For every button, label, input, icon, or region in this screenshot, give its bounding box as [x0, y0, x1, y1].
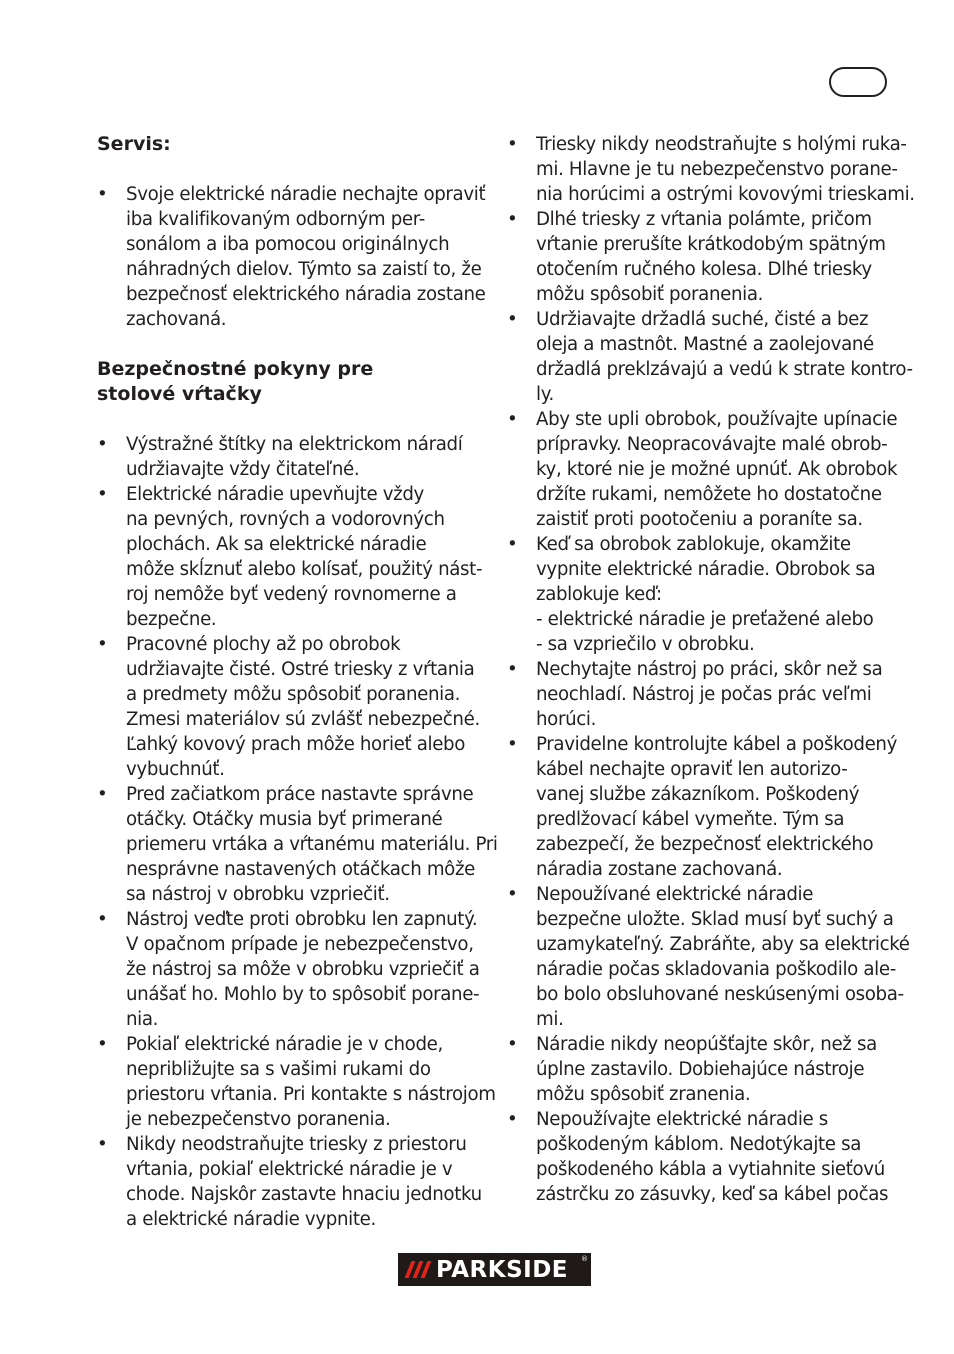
list-item-line: že nástroj sa môže v obrobku vzpriečiť a: [126, 959, 480, 980]
list-item-line: a elektrické náradie vypnite.: [126, 1209, 376, 1230]
bullet-icon: •: [97, 484, 108, 505]
servis-heading: Servis:: [97, 133, 171, 155]
bullet-icon: •: [507, 309, 518, 330]
list-item: [507, 1032, 899, 1107]
list-item-line: - sa vzpriečilo v obrobku.: [536, 634, 755, 655]
list-item-line: poškodeného kábla a vytiahnite sieťovú: [536, 1159, 885, 1180]
bullet-icon: •: [97, 634, 108, 655]
safety-heading-line: stolové vŕtačky: [97, 383, 262, 405]
list-item: [97, 907, 480, 1032]
list-item: [97, 632, 480, 782]
list-item-line: vybuchnúť.: [126, 759, 225, 780]
bullet-icon: •: [507, 209, 518, 230]
list-item-line: plochách. Ak sa elektrické náradie: [126, 534, 427, 555]
list-item-line: zachovaná.: [126, 309, 227, 330]
list-item-line: Náradie nikdy neopúšťajte skôr, než sa: [536, 1034, 877, 1055]
safety-heading: [97, 357, 477, 407]
list-item-line: Zmesi materiálov sú zvlášť nebezpečné.: [126, 709, 480, 730]
list-item-line: V opačnom prípade je nebezpečenstvo,: [126, 934, 474, 955]
right-column: [507, 132, 915, 1207]
list-item-line: otočením ručného kolesa. Dlhé triesky: [536, 259, 872, 280]
list-item-line: náhradných dielov. Týmto sa zaistí to, že: [126, 259, 482, 280]
bullet-icon: •: [507, 734, 518, 755]
servis-list: [97, 182, 486, 332]
list-item-line: prípravky. Neopracovávajte malé obrob-: [536, 434, 888, 455]
list-item-line: - elektrické náradie je preťažené alebo: [536, 609, 874, 630]
list-item: [507, 1107, 899, 1207]
list-item-line: Nechytajte nástroj po práci, skôr než sa: [536, 659, 883, 680]
bullet-icon: •: [507, 884, 518, 905]
list-item-line: Nepoužívajte elektrické náradie s: [536, 1109, 828, 1130]
list-item: [507, 307, 913, 407]
list-item-line: oleja a mastnôt. Mastné a zaolejované: [536, 334, 874, 355]
list-item-line: Pracovné plochy až po obrobok: [126, 634, 401, 655]
list-item-line: zaistiť proti pootočeniu a poraníte sa.: [536, 509, 863, 530]
bullet-icon: •: [97, 784, 108, 805]
list-item: [507, 657, 899, 732]
list-item-line: mi. Hlavne je tu nebezpečenstvo porane-: [536, 159, 898, 180]
list-item-line: Triesky nikdy neodstraňujte s holými ruka-: [536, 134, 907, 155]
list-item-line: bezpečne uložte. Sklad musí byť suchý a: [536, 909, 894, 930]
safety-heading-line: Bezpečnostné pokyny pre: [97, 358, 374, 380]
list-item-line: bezpečne.: [126, 609, 217, 630]
list-item-line: vypnite elektrické náradie. Obrobok sa: [536, 559, 876, 580]
list-item-line: otáčky. Otáčky musia byť primerané: [126, 809, 443, 830]
list-item-line: nia.: [126, 1009, 159, 1030]
list-item-line: môžu spôsobiť poranenia.: [536, 284, 764, 305]
list-item-line: Nepoužívané elektrické náradie: [536, 884, 814, 905]
list-item-line: Svoje elektrické náradie nechajte opraviť: [126, 184, 486, 205]
list-item: [507, 132, 915, 207]
list-item: [507, 532, 899, 657]
bullet-icon: •: [507, 134, 518, 155]
bullet-icon: •: [97, 184, 108, 205]
list-item: [507, 407, 899, 532]
list-item-line: Nikdy neodstraňujte triesky z priestoru: [126, 1134, 467, 1155]
list-item-line: neochladí. Nástroj je počas prác veľmi: [536, 684, 872, 705]
list-item-line: uzamykateľný. Zabráňte, aby sa elektrické: [536, 934, 910, 955]
list-item-line: sonálom a iba pomocou originálnych: [126, 234, 450, 255]
bullet-icon: •: [97, 434, 108, 455]
list-item-line: Pred začiatkom práce nastavte správne: [126, 784, 474, 805]
list-item-line: chode. Najskôr zastavte hnaciu jednotku: [126, 1184, 482, 1205]
list-item-line: Nástroj veďte proti obrobku len zapnutý.: [126, 909, 478, 930]
list-item-line: zablokuje keď:: [536, 584, 662, 605]
bullet-icon: •: [97, 1034, 108, 1055]
list-item-line: Pokiaľ elektrické náradie je v chode,: [126, 1034, 443, 1055]
list-item-line: a predmety môžu spôsobiť poranenia.: [126, 684, 461, 705]
list-item-line: udržiavajte čisté. Ostré triesky z vŕtania: [126, 659, 475, 680]
list-item: [507, 207, 899, 307]
bullet-icon: •: [507, 659, 518, 680]
list-item: [507, 882, 910, 1032]
language-badge: [829, 67, 887, 97]
list-item-line: náradia zostane zachovaná.: [536, 859, 783, 880]
list-item-line: mi.: [536, 1009, 564, 1030]
list-item-line: unášať ho. Mohlo by to spôsobiť porane-: [126, 984, 480, 1005]
list-item-line: nia horúcimi a ostrými kovovými trieskami.: [536, 184, 915, 205]
list-item-line: držadlá preklzávajú a vedú k strate kontro-: [536, 359, 913, 380]
right-list: [507, 132, 915, 1207]
logo-stripes: [398, 1253, 436, 1286]
list-item-line: úplne zastavilo. Dobiehajúce nástroje: [536, 1059, 865, 1080]
list-item-line: je nebezpečenstvo poranenia.: [126, 1109, 391, 1130]
list-item-line: Keď sa obrobok zablokuje, okamžite: [536, 534, 851, 555]
list-item-line: nepribližujte sa s vašimi rukami do: [126, 1059, 431, 1080]
bullet-icon: •: [507, 1109, 518, 1130]
list-item: [97, 432, 477, 482]
list-item-line: Pravidelne kontrolujte kábel a poškodený: [536, 734, 898, 755]
list-item: [97, 1032, 496, 1132]
left-column: [97, 132, 498, 1232]
list-item-line: poškodeným káblom. Nedotýkajte sa: [536, 1134, 861, 1155]
list-item-line: roj nemôže byť vedený rovnomerne a: [126, 584, 457, 605]
list-item-line: sa nástroj v obrobku vzpriečiť.: [126, 884, 390, 905]
list-item-line: Ľahký kovový prach môže horieť alebo: [126, 734, 466, 755]
list-item-line: udržiavajte vždy čitateľné.: [126, 459, 360, 480]
list-item-line: na pevných, rovných a vodorovných: [126, 509, 445, 530]
bullet-icon: •: [97, 1134, 108, 1155]
list-item-line: priemeru vrtáka a vŕtanému materiálu. Pri: [126, 834, 498, 855]
list-item-line: môžu spôsobiť zranenia.: [536, 1084, 751, 1105]
list-item-line: Elektrické náradie upevňujte vždy: [126, 484, 424, 505]
list-item-line: bo bolo obsluhované neskúsenými osoba-: [536, 984, 904, 1005]
list-item: [507, 732, 899, 882]
list-item: [97, 1132, 482, 1232]
list-item-line: kábel nechajte opraviť len autorizo-: [536, 759, 848, 780]
list-item-line: môže skĺznuť alebo kolísať, použitý nást-: [126, 559, 483, 580]
list-item-line: náradie počas skladovania poškodilo ale-: [536, 959, 896, 980]
list-item-line: zabezpečí, že bezpečnosť elektrického: [536, 834, 874, 855]
list-item-line: priestoru vŕtania. Pri kontakte s nástrojom: [126, 1084, 496, 1105]
list-item-line: zástrčku zo zásuvky, keď sa kábel počas: [536, 1184, 889, 1205]
list-item-line: ly.: [536, 384, 554, 405]
bullet-icon: •: [507, 409, 518, 430]
list-item-line: nesprávne nastavených otáčkach môže: [126, 859, 475, 880]
bullet-icon: •: [507, 534, 518, 555]
list-item-line: vanej službe zákazníkom. Poškodený: [536, 784, 860, 805]
list-item-line: držíte rukami, nemôžete ho dostatočne: [536, 484, 882, 505]
list-item-line: vŕtania, pokiaľ elektrické náradie je v: [126, 1159, 453, 1180]
list-item-line: predlžovací kábel vymeňte. Tým sa: [536, 809, 845, 830]
list-item-line: ky, ktoré nie je možné upnúť. Ak obrobok: [536, 459, 898, 480]
list-item-line: Aby ste upli obrobok, používajte upínacie: [536, 409, 898, 430]
list-item-line: bezpečnosť elektrického náradia zostane: [126, 284, 486, 305]
logo-registered-mark: ®: [581, 1255, 588, 1263]
list-item-line: Udržiavajte držadlá suché, čisté a bez: [536, 309, 869, 330]
list-item-line: Výstražné štítky na elektrickom náradí: [126, 434, 463, 455]
list-item: [97, 482, 483, 632]
safety-list: [97, 432, 498, 1232]
bullet-icon: •: [507, 1034, 518, 1055]
list-item-line: Dlhé triesky z vŕtania polámte, pričom: [536, 209, 872, 230]
list-item-line: horúci.: [536, 709, 597, 730]
list-item-line: iba kvalifikovaným odborným per-: [126, 209, 425, 230]
list-item-line: vŕtanie prerušíte krátkodobým spätným: [536, 234, 886, 255]
list-item: [97, 182, 486, 332]
list-item: [97, 782, 498, 907]
parkside-logo: [398, 1253, 591, 1286]
bullet-icon: •: [97, 909, 108, 930]
logo-wordmark: PARKSIDE: [436, 1256, 569, 1283]
